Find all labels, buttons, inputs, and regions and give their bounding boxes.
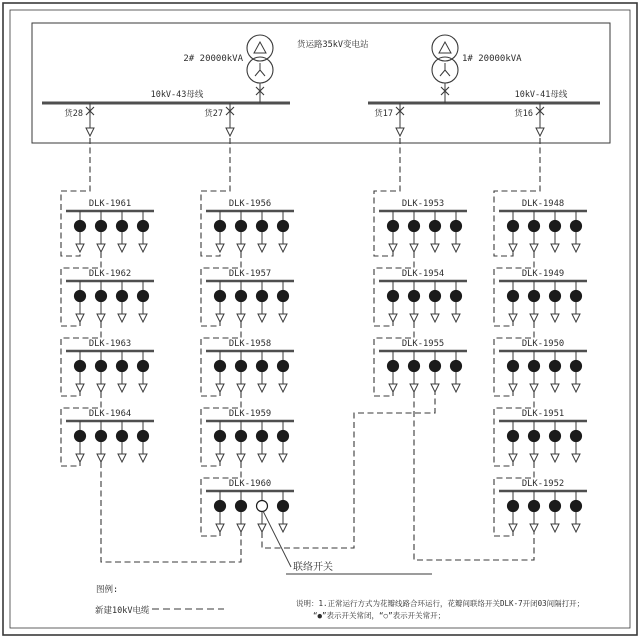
switch-closed-icon (215, 501, 226, 512)
cable-head-arrow-icon (216, 244, 224, 252)
cable-head-arrow-icon (530, 244, 538, 252)
switch-closed-icon (508, 291, 519, 302)
legend-cable-label: 新建10kV电缆 (95, 606, 150, 616)
switch-closed-icon (75, 361, 86, 372)
switch-closed-icon (409, 291, 420, 302)
switch-closed-icon (571, 291, 582, 302)
cable-head-arrow-icon (279, 524, 287, 532)
switch-closed-icon (96, 221, 107, 232)
cable-head-arrow-icon (572, 524, 580, 532)
switch-closed-icon (571, 431, 582, 442)
cable-head-arrow-icon (530, 524, 538, 532)
cable-head-arrow-icon (118, 384, 126, 392)
switch-closed-icon (236, 431, 247, 442)
ring-main-unit (66, 339, 154, 392)
wye-symbol-icon (440, 63, 450, 76)
ring-main-unit (206, 479, 294, 532)
switch-closed-icon (508, 221, 519, 232)
switch-closed-icon (215, 221, 226, 232)
cable-head-arrow-icon (139, 384, 147, 392)
switch-closed-icon (451, 221, 462, 232)
unit-label: DLK-1948 (521, 199, 565, 209)
cable-head-arrow-icon (452, 244, 460, 252)
feeder-label: 货17 (374, 109, 393, 119)
switch-closed-icon (236, 291, 247, 302)
cable-head-arrow-icon (551, 244, 559, 252)
switch-closed-icon (430, 291, 441, 302)
cable-head-arrow-icon (97, 314, 105, 322)
unit-label: DLK-1950 (521, 339, 565, 349)
feeder-to-unit-cable (201, 138, 230, 256)
feeder-cable-head-icon (226, 128, 234, 136)
cable-head-arrow-icon (76, 314, 84, 322)
unit-label: DLK-1964 (88, 409, 132, 419)
cable-head-arrow-icon (237, 314, 245, 322)
switch-closed-icon (571, 361, 582, 372)
cable-head-arrow-icon (572, 454, 580, 462)
switch-closed-icon (529, 501, 540, 512)
cable-head-arrow-icon (431, 244, 439, 252)
cable-head-arrow-icon (551, 314, 559, 322)
cable-head-arrow-icon (509, 244, 517, 252)
switch-closed-icon (508, 501, 519, 512)
switch-closed-icon (571, 221, 582, 232)
cable-head-arrow-icon (452, 314, 460, 322)
cable-head-arrow-icon (97, 244, 105, 252)
cable-head-arrow-icon (572, 314, 580, 322)
ring-main-unit (499, 339, 587, 392)
cable-head-arrow-icon (389, 384, 397, 392)
switch-closed-icon (278, 221, 289, 232)
ring-main-unit (379, 269, 467, 322)
cable-head-arrow-icon (118, 314, 126, 322)
legend (95, 584, 224, 616)
tie-cable (262, 392, 435, 548)
switch-closed-icon (96, 291, 107, 302)
notes (296, 598, 584, 621)
unit-label: DLK-1952 (521, 479, 565, 489)
cable-head-arrow-icon (410, 314, 418, 322)
switch-closed-icon (236, 501, 247, 512)
cable-head-arrow-icon (76, 454, 84, 462)
switch-closed-icon (430, 361, 441, 372)
switch-closed-icon (388, 221, 399, 232)
switch-closed-icon (257, 361, 268, 372)
switch-closed-icon (117, 221, 128, 232)
ring-main-unit (206, 199, 294, 252)
switch-closed-icon (550, 431, 561, 442)
switch-closed-icon (236, 221, 247, 232)
switch-closed-icon (75, 291, 86, 302)
unit-label: DLK-1963 (88, 339, 132, 349)
ring-main-unit (499, 199, 587, 252)
cable-head-arrow-icon (216, 314, 224, 322)
cable-head-arrow-icon (258, 384, 266, 392)
unit-label: DLK-1961 (88, 199, 132, 209)
cable-head-arrow-icon (237, 524, 245, 532)
cable-head-arrow-icon (216, 454, 224, 462)
switch-closed-icon (550, 221, 561, 232)
cable-head-arrow-icon (530, 314, 538, 322)
transformer-icon (432, 35, 458, 103)
switch-closed-icon (508, 361, 519, 372)
switch-closed-icon (215, 361, 226, 372)
switch-closed-icon (138, 361, 149, 372)
transformer-label: 1# 20000kVA (462, 54, 522, 64)
ring-main-unit (66, 269, 154, 322)
feeder-bay (226, 103, 234, 136)
tie-switch-open-icon (257, 501, 268, 512)
cable-head-arrow-icon (258, 314, 266, 322)
substation-title: 货运路35kV变电站 (297, 40, 369, 50)
unit-label: DLK-1958 (228, 339, 272, 349)
switch-closed-icon (409, 221, 420, 232)
switch-closed-icon (529, 291, 540, 302)
cable-head-arrow-icon (216, 384, 224, 392)
switch-closed-icon (529, 431, 540, 442)
tie-switch-annotation (263, 511, 432, 574)
tie-switch-leader-line (263, 511, 291, 567)
cable-head-arrow-icon (410, 244, 418, 252)
wye-symbol-icon (255, 63, 265, 76)
notes-line2: “●”表示开关常闭，“○”表示开关常开； (313, 611, 446, 620)
ring-main-unit (206, 409, 294, 462)
cable-head-arrow-icon (530, 384, 538, 392)
cable-head-arrow-icon (509, 454, 517, 462)
switch-closed-icon (550, 361, 561, 372)
cable-head-arrow-icon (139, 454, 147, 462)
switch-closed-icon (278, 291, 289, 302)
switch-closed-icon (388, 291, 399, 302)
switch-closed-icon (257, 291, 268, 302)
unit-label: DLK-1955 (401, 339, 445, 349)
cable-head-arrow-icon (139, 314, 147, 322)
cable-head-arrow-icon (452, 384, 460, 392)
switch-closed-icon (96, 431, 107, 442)
cable-head-arrow-icon (258, 244, 266, 252)
ring-main-unit (499, 269, 587, 322)
unit-label: DLK-1957 (228, 269, 272, 279)
feeder-label: 货27 (204, 109, 223, 119)
tie-switch-label: 联络开关 (293, 562, 333, 573)
substation (32, 23, 610, 143)
ring-units-layer (66, 199, 587, 532)
switch-closed-icon (138, 291, 149, 302)
switch-closed-icon (215, 291, 226, 302)
unit-label: DLK-1959 (228, 409, 272, 419)
ring-main-unit (499, 409, 587, 462)
cable-head-arrow-icon (530, 454, 538, 462)
switch-closed-icon (409, 361, 420, 372)
unit-label: DLK-1949 (521, 269, 565, 279)
feeder-cable-head-icon (536, 128, 544, 136)
notes-line1: 说明：1.正常运行方式为花瓣线路合环运行，花瓣间联络开关DLK-7开闭03间隔打开； (296, 599, 585, 608)
cable-head-arrow-icon (551, 454, 559, 462)
switch-closed-icon (75, 221, 86, 232)
switch-closed-icon (278, 431, 289, 442)
switch-closed-icon (278, 501, 289, 512)
unit-label: DLK-1954 (401, 269, 445, 279)
cable-head-arrow-icon (237, 454, 245, 462)
cable-head-arrow-icon (97, 384, 105, 392)
cable-head-arrow-icon (509, 524, 517, 532)
switch-closed-icon (138, 221, 149, 232)
cable-head-arrow-icon (216, 524, 224, 532)
cable-head-arrow-icon (572, 244, 580, 252)
feeder-bay (86, 103, 94, 136)
cable-head-arrow-icon (279, 384, 287, 392)
unit-label: DLK-1962 (88, 269, 132, 279)
cable-head-arrow-icon (76, 244, 84, 252)
unit-label: DLK-1956 (228, 199, 272, 209)
ring-main-unit (379, 199, 467, 252)
switch-closed-icon (278, 361, 289, 372)
cable-head-arrow-icon (551, 384, 559, 392)
cable-head-arrow-icon (118, 244, 126, 252)
cable-head-arrow-icon (76, 384, 84, 392)
ring-main-unit (206, 269, 294, 322)
feeder-to-unit-cable (494, 138, 540, 256)
switch-closed-icon (550, 501, 561, 512)
cable-head-arrow-icon (237, 244, 245, 252)
feeder-label: 货28 (64, 109, 83, 119)
switch-closed-icon (451, 291, 462, 302)
cable-head-arrow-icon (258, 454, 266, 462)
unit-label: DLK-1951 (521, 409, 565, 419)
busbar-label: 10kV-41母线 (514, 90, 568, 100)
cable-head-arrow-icon (258, 524, 266, 532)
cable-head-arrow-icon (97, 454, 105, 462)
cable-head-arrow-icon (551, 524, 559, 532)
feeder-bay (396, 103, 404, 136)
switch-closed-icon (508, 431, 519, 442)
feeder-to-unit-cable (61, 138, 90, 256)
transformer-label: 2# 20000kVA (183, 54, 243, 64)
cable-head-arrow-icon (139, 244, 147, 252)
cable-head-arrow-icon (389, 244, 397, 252)
ring-main-unit (66, 409, 154, 462)
transformer-icon (247, 35, 273, 103)
switch-closed-icon (117, 361, 128, 372)
cable-head-arrow-icon (389, 314, 397, 322)
cable-head-arrow-icon (279, 244, 287, 252)
switch-closed-icon (138, 431, 149, 442)
switch-closed-icon (257, 221, 268, 232)
switch-closed-icon (571, 501, 582, 512)
ring-main-unit (379, 339, 467, 392)
switch-closed-icon (388, 361, 399, 372)
legend-title: 图例: (96, 585, 119, 595)
cable-head-arrow-icon (118, 454, 126, 462)
ring-main-unit (499, 479, 587, 532)
switch-closed-icon (550, 291, 561, 302)
switch-closed-icon (236, 361, 247, 372)
cable-head-arrow-icon (279, 454, 287, 462)
switch-closed-icon (96, 361, 107, 372)
cable-head-arrow-icon (237, 384, 245, 392)
cable-head-arrow-icon (431, 384, 439, 392)
switch-closed-icon (257, 431, 268, 442)
switch-closed-icon (529, 361, 540, 372)
cable-head-arrow-icon (410, 384, 418, 392)
switch-closed-icon (451, 361, 462, 372)
ring-link-cable (414, 392, 534, 560)
busbar-label: 10kV-43母线 (150, 90, 204, 100)
cable-head-arrow-icon (509, 384, 517, 392)
feeder-cable-head-icon (86, 128, 94, 136)
cable-head-arrow-icon (572, 384, 580, 392)
ring-main-unit (206, 339, 294, 392)
switch-closed-icon (430, 221, 441, 232)
feeder-bay (536, 103, 544, 136)
ring-main-unit (66, 199, 154, 252)
feeder-label: 货16 (514, 109, 533, 119)
switch-closed-icon (117, 291, 128, 302)
unit-label: DLK-1953 (401, 199, 445, 209)
unit-label: DLK-1960 (228, 479, 272, 489)
switch-closed-icon (215, 431, 226, 442)
feeder-cable-head-icon (396, 128, 404, 136)
cable-head-arrow-icon (509, 314, 517, 322)
cable-head-arrow-icon (431, 314, 439, 322)
feeder-to-unit-cable (374, 138, 400, 256)
switch-closed-icon (75, 431, 86, 442)
cable-head-arrow-icon (279, 314, 287, 322)
switch-closed-icon (529, 221, 540, 232)
switch-closed-icon (117, 431, 128, 442)
